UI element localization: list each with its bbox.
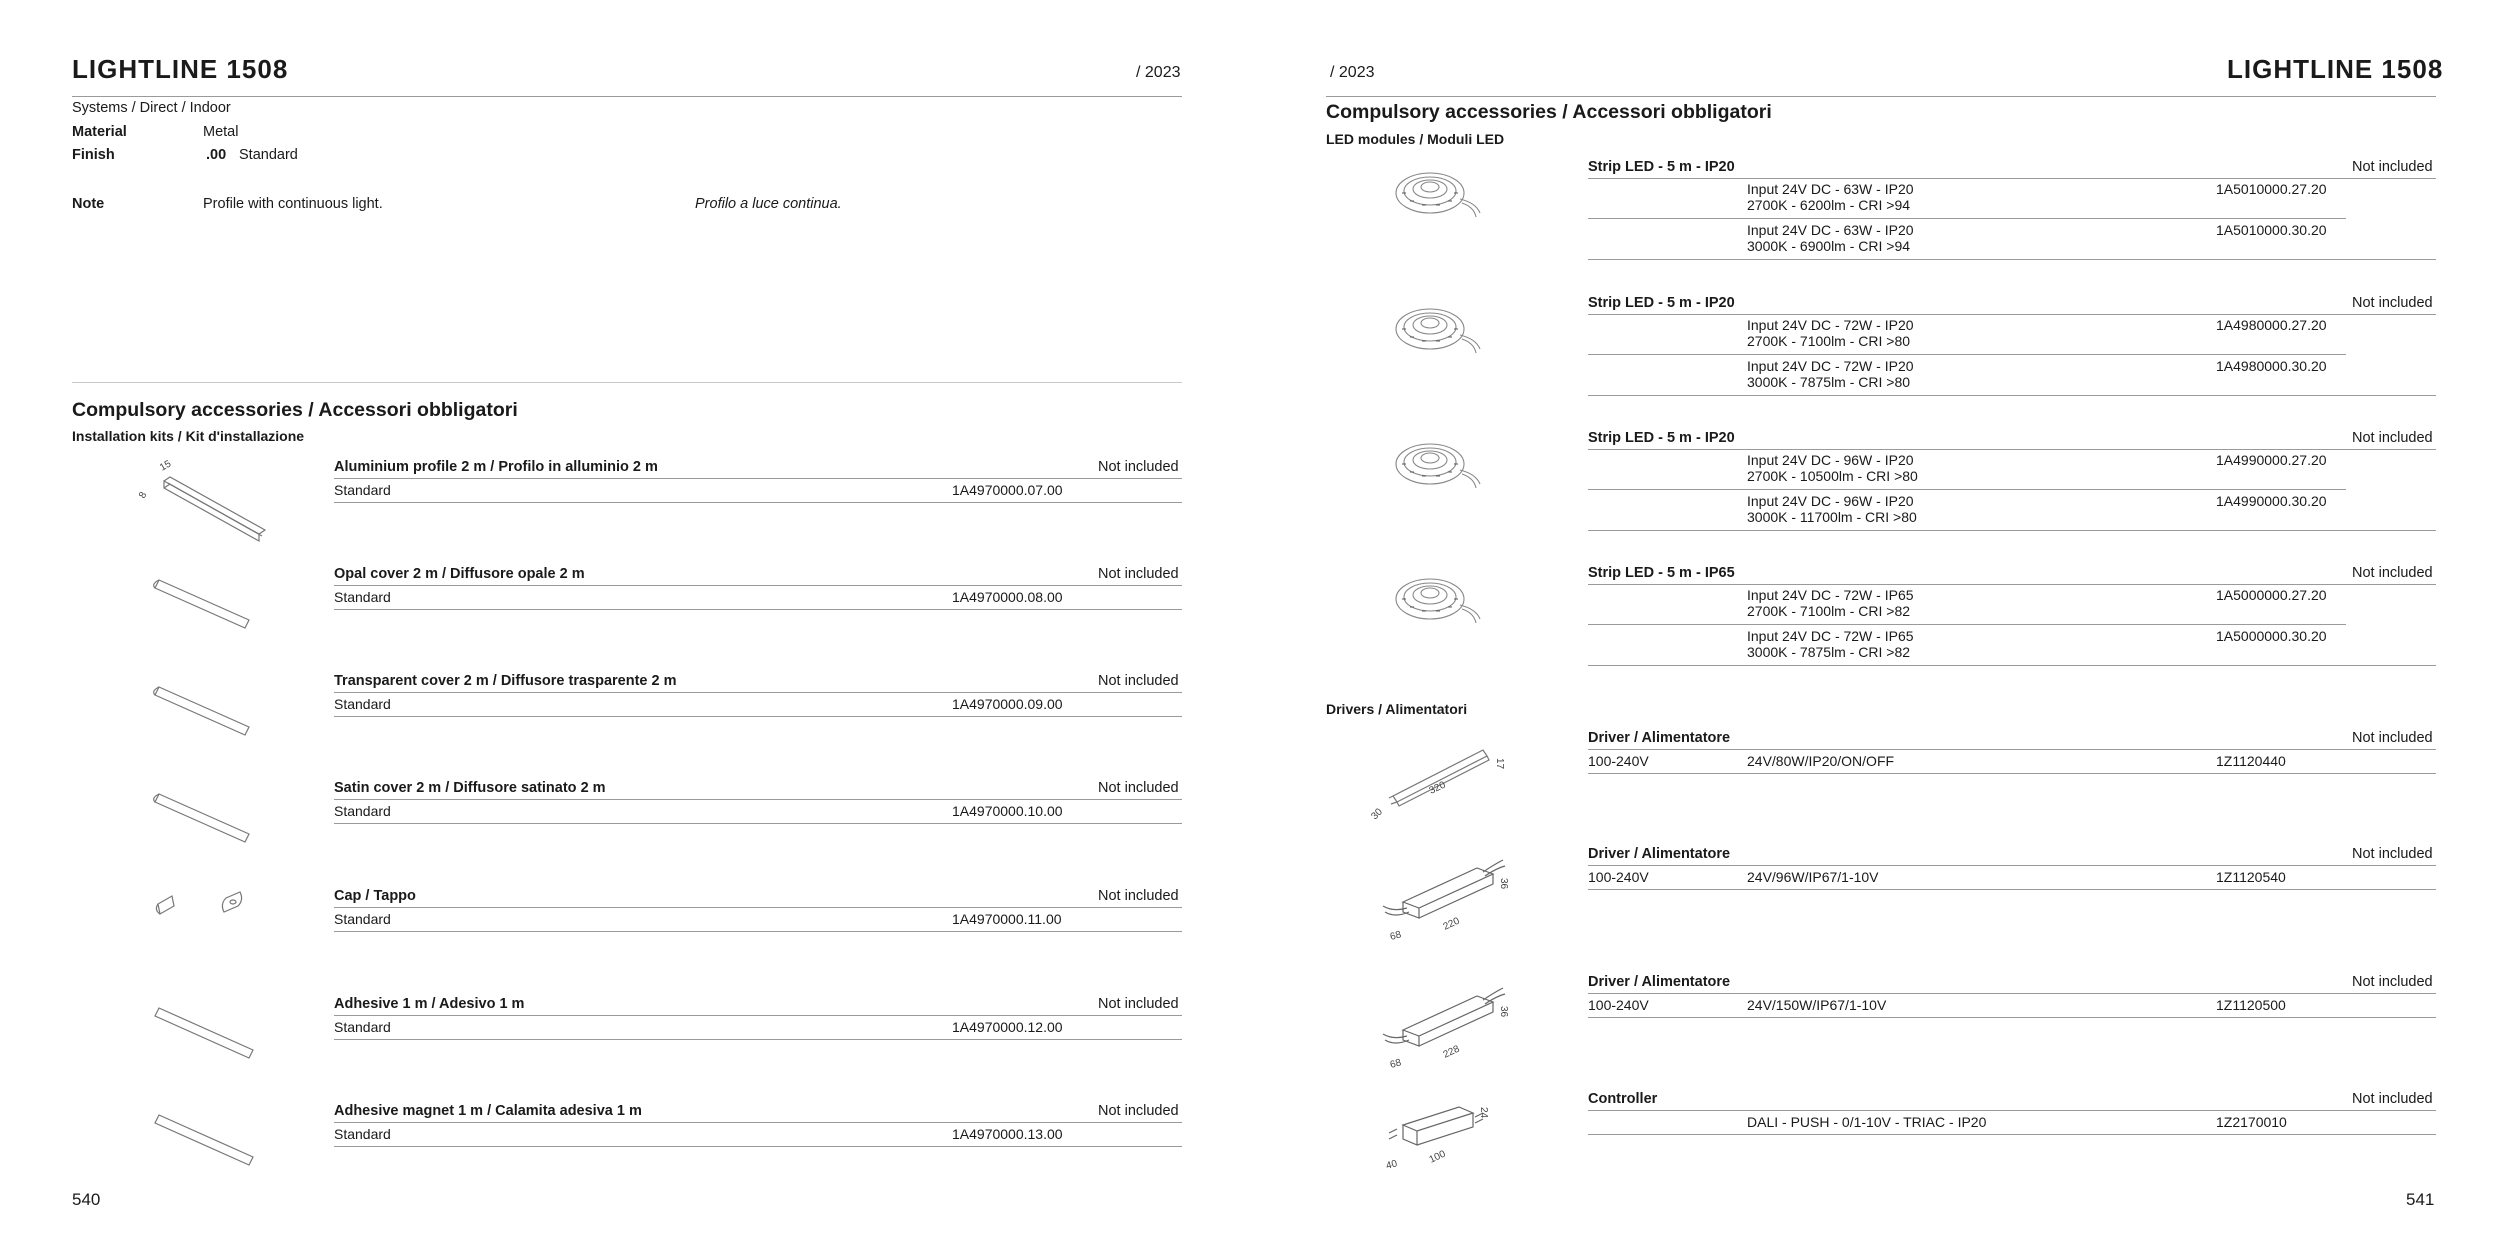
spec-line-2: 3000K - 11700lm - CRI >80 <box>1747 509 1917 525</box>
spec-line-2: 2700K - 7100lm - CRI >80 <box>1747 333 1911 349</box>
dim-height: 36 <box>1498 1006 1509 1018</box>
finish-label: Finish <box>72 147 115 163</box>
code-cell: 1Z1120540 <box>2216 869 2286 885</box>
spec-cell: 24V/96W/IP67/1-10V <box>1747 869 1879 885</box>
dim-height: 36 <box>1498 878 1509 890</box>
note-english: Profile with continuous light. <box>203 196 383 212</box>
spec-cell: 24V/150W/IP67/1-10V <box>1747 997 1887 1013</box>
note-label: Note <box>72 196 105 212</box>
product-status: Not included <box>1098 673 1179 689</box>
spec-line-2: 3000K - 7875lm - CRI >80 <box>1747 374 1911 390</box>
dim-length: 100 <box>1427 1148 1448 1166</box>
row-rule <box>1588 395 2436 396</box>
section-title: Compulsory accessories / Accessori obbligatori <box>1326 101 1772 123</box>
aluminium-profile-icon <box>134 459 264 559</box>
adhesive-magnet-icon <box>149 1107 259 1182</box>
product-status: Not included <box>1098 459 1179 475</box>
material-value: Metal <box>203 124 239 140</box>
row-rule <box>1588 665 2436 666</box>
product-status: Not included <box>2352 565 2433 581</box>
row-rule <box>1588 584 2436 585</box>
material-label: Material <box>72 124 127 140</box>
code-cell: 1A5000000.30.20 <box>2216 628 2327 644</box>
led-strip-product <box>1588 430 2436 540</box>
product-adhesive-magnet <box>334 1103 1182 1203</box>
brand-title: LIGHTLINE 1508 <box>72 54 289 84</box>
header-rule <box>72 96 1182 97</box>
row-rule <box>334 1146 1182 1147</box>
section-divider <box>72 382 1182 383</box>
spec-line-1: Input 24V DC - 72W - IP20 <box>1747 317 1914 333</box>
row-rule <box>1588 218 2346 219</box>
ip67-driver-icon <box>1373 850 1513 950</box>
row-rule <box>334 716 1182 717</box>
spec-line-1: Input 24V DC - 63W - IP20 <box>1747 222 1914 238</box>
row-rule <box>334 931 1182 932</box>
note-italian: Profilo a luce continua. <box>695 196 842 212</box>
row-rule <box>334 609 1182 610</box>
variant-cell: Standard <box>334 696 391 712</box>
header-rule <box>1326 96 2436 97</box>
code-cell: 1A4990000.27.20 <box>2216 452 2327 468</box>
led-strip-reel-icon <box>1388 434 1488 499</box>
code-cell: 1A5010000.30.20 <box>2216 222 2327 238</box>
row-rule <box>1588 773 2436 774</box>
product-status: Not included <box>2352 730 2433 746</box>
code-cell: 1A4970000.08.00 <box>952 589 1063 605</box>
row-rule <box>1588 1017 2436 1018</box>
led-strip-reel-icon <box>1388 163 1488 228</box>
row-rule <box>1588 354 2346 355</box>
code-cell: 1A4980000.30.20 <box>2216 358 2327 374</box>
breadcrumb: Systems / Direct / Indoor <box>72 100 231 116</box>
row-rule <box>1588 1134 2436 1135</box>
spec-cell: DALI - PUSH - 0/1-10V - TRIAC - IP20 <box>1747 1114 1987 1130</box>
code-cell: 1A4970000.11.00 <box>952 911 1062 927</box>
led-strip-product <box>1588 159 2436 269</box>
row-rule <box>1588 749 2436 750</box>
dim-length: 220 <box>1441 915 1462 933</box>
product-title: Driver / Alimentatore <box>1588 846 1731 862</box>
code-cell: 1Z1120440 <box>2216 753 2286 769</box>
spec-cell: 24V/80W/IP20/ON/OFF <box>1747 753 1895 769</box>
product-status: Not included <box>1098 888 1179 904</box>
product-title: Controller <box>1588 1091 1658 1107</box>
row-rule <box>1588 449 2436 450</box>
row-rule <box>334 1039 1182 1040</box>
spec-line-1: Input 24V DC - 72W - IP65 <box>1747 628 1914 644</box>
cap-icon <box>152 886 252 931</box>
driver-product <box>1388 846 2436 943</box>
controller-icon <box>1373 1095 1513 1180</box>
led-strip-product <box>1588 565 2436 675</box>
spec-line-2: 3000K - 6900lm - CRI >94 <box>1747 238 1911 254</box>
led-modules-subtitle: LED modules / Moduli LED <box>1326 131 1505 147</box>
dim-width: 40 <box>1384 1158 1399 1172</box>
product-opal-cover <box>334 566 1182 666</box>
code-cell: 1Z1120500 <box>2216 997 2286 1013</box>
product-status: Not included <box>2352 159 2433 175</box>
row-rule <box>334 907 1182 908</box>
dim-width: 68 <box>1388 1057 1403 1071</box>
drivers-subtitle: Drivers / Alimentatori <box>1326 701 1468 717</box>
row-rule <box>1588 993 2436 994</box>
row-rule <box>1588 624 2346 625</box>
spec-line-1: Input 24V DC - 96W - IP20 <box>1747 452 1914 468</box>
product-status: Not included <box>2352 974 2433 990</box>
product-status: Not included <box>1098 780 1179 796</box>
spec-line-1: Input 24V DC - 63W - IP20 <box>1747 181 1914 197</box>
product-aluminium-profile <box>137 458 1182 559</box>
input-cell: 100-240V <box>1588 753 1649 769</box>
row-rule <box>334 692 1182 693</box>
section-title: Compulsory accessories / Accessori obbligatori <box>72 399 518 421</box>
product-status: Not included <box>2352 430 2433 446</box>
input-cell: 100-240V <box>1588 997 1649 1013</box>
page-number: 541 <box>2406 1190 2435 1209</box>
row-rule <box>1588 889 2436 890</box>
product-title: Opal cover 2 m / Diffusore opale 2 m <box>334 566 585 582</box>
profile-height-dim: 8 <box>137 490 150 501</box>
product-status: Not included <box>1098 1103 1179 1119</box>
product-status: Not included <box>2352 295 2433 311</box>
row-rule <box>334 799 1182 800</box>
led-strip-reel-icon <box>1388 569 1488 634</box>
product-title: Driver / Alimentatore <box>1588 730 1731 746</box>
opal-cover-icon <box>149 572 259 647</box>
row-rule <box>334 823 1182 824</box>
product-cap <box>334 888 1182 988</box>
variant-cell: Standard <box>334 589 391 605</box>
product-title: Adhesive magnet 1 m / Calamita adesiva 1 m <box>334 1103 642 1119</box>
spec-line-1: Input 24V DC - 96W - IP20 <box>1747 493 1914 509</box>
page-number: 540 <box>72 1190 101 1209</box>
section-subtitle: Installation kits / Kit d'installazione <box>72 428 305 444</box>
profile-width-dim: 15 <box>158 458 174 474</box>
row-rule <box>334 478 1182 479</box>
code-cell: 1A4990000.30.20 <box>2216 493 2327 509</box>
finish-value: Standard <box>239 147 298 163</box>
driver-product <box>1369 730 2436 823</box>
product-title: Cap / Tappo <box>334 888 416 904</box>
product-title: Strip LED - 5 m - IP20 <box>1588 430 1735 446</box>
row-rule <box>1588 178 2436 179</box>
code-cell: 1A4970000.09.00 <box>952 696 1063 712</box>
row-rule <box>334 1122 1182 1123</box>
right-page <box>1250 0 2500 1250</box>
spec-line-1: Input 24V DC - 72W - IP20 <box>1747 358 1914 374</box>
controller-product <box>1384 1091 2436 1181</box>
product-satin-cover <box>334 780 1182 880</box>
transparent-cover-icon <box>149 679 259 754</box>
row-rule <box>334 585 1182 586</box>
product-title: Driver / Alimentatore <box>1588 974 1731 990</box>
spec-line-2: 2700K - 7100lm - CRI >82 <box>1747 603 1911 619</box>
row-rule <box>1588 314 2436 315</box>
product-title: Transparent cover 2 m / Diffusore trasparente 2 m <box>334 673 677 689</box>
variant-cell: Standard <box>334 1126 391 1142</box>
dim-length: 320 <box>1427 779 1448 797</box>
brand-title: LIGHTLINE 1508 <box>2227 54 2444 84</box>
spec-line-2: 3000K - 7875lm - CRI >82 <box>1747 644 1911 660</box>
product-title: Aluminium profile 2 m / Profilo in alluminio 2 m <box>334 459 658 475</box>
variant-cell: Standard <box>334 803 391 819</box>
row-rule <box>1588 1110 2436 1111</box>
row-rule <box>1588 530 2436 531</box>
year-label: / 2023 <box>1136 64 1181 81</box>
spec-line-2: 2700K - 10500lm - CRI >80 <box>1747 468 1918 484</box>
slim-driver-icon <box>1369 736 1513 831</box>
dim-height: 24 <box>1478 1107 1489 1119</box>
row-rule <box>334 502 1182 503</box>
row-rule <box>1588 489 2346 490</box>
product-title: Strip LED - 5 m - IP20 <box>1588 295 1735 311</box>
finish-code: .00 <box>206 147 227 163</box>
code-cell: 1A4970000.13.00 <box>952 1126 1063 1142</box>
input-cell: 100-240V <box>1588 869 1649 885</box>
product-title: Strip LED - 5 m - IP20 <box>1588 159 1735 175</box>
row-rule <box>1588 259 2436 260</box>
code-cell: 1A4970000.12.00 <box>952 1019 1063 1035</box>
product-transparent-cover <box>334 673 1182 773</box>
dim-length: 228 <box>1441 1043 1462 1061</box>
dim-width: 68 <box>1388 929 1403 943</box>
product-title: Satin cover 2 m / Diffusore satinato 2 m <box>334 780 606 796</box>
product-status: Not included <box>2352 1091 2433 1107</box>
code-cell: 1A5000000.27.20 <box>2216 587 2327 603</box>
dim-height: 17 <box>1494 758 1505 770</box>
product-adhesive <box>334 996 1182 1096</box>
year-label: / 2023 <box>1330 64 1375 81</box>
satin-cover-icon <box>149 786 259 861</box>
code-cell: 1A4970000.10.00 <box>952 803 1063 819</box>
product-status: Not included <box>1098 566 1179 582</box>
adhesive-icon <box>149 1000 259 1075</box>
spec-line-1: Input 24V DC - 72W - IP65 <box>1747 587 1914 603</box>
code-cell: 1A4980000.27.20 <box>2216 317 2327 333</box>
driver-product <box>1388 974 2436 1071</box>
variant-cell: Standard <box>334 1019 391 1035</box>
code-cell: 1A4970000.07.00 <box>952 482 1063 498</box>
spec-line-2: 2700K - 6200lm - CRI >94 <box>1747 197 1911 213</box>
row-rule <box>1588 865 2436 866</box>
product-status: Not included <box>1098 996 1179 1012</box>
product-title: Adhesive 1 m / Adesivo 1 m <box>334 996 525 1012</box>
ip67-driver-icon <box>1373 978 1513 1078</box>
led-strip-product <box>1588 295 2436 405</box>
led-strip-reel-icon <box>1388 299 1488 364</box>
product-status: Not included <box>2352 846 2433 862</box>
variant-cell: Standard <box>334 911 391 927</box>
row-rule <box>334 1015 1182 1016</box>
dim-width: 30 <box>1369 806 1385 823</box>
product-title: Strip LED - 5 m - IP65 <box>1588 565 1735 581</box>
code-cell: 1Z2170010 <box>2216 1114 2287 1130</box>
code-cell: 1A5010000.27.20 <box>2216 181 2327 197</box>
variant-cell: Standard <box>334 482 391 498</box>
